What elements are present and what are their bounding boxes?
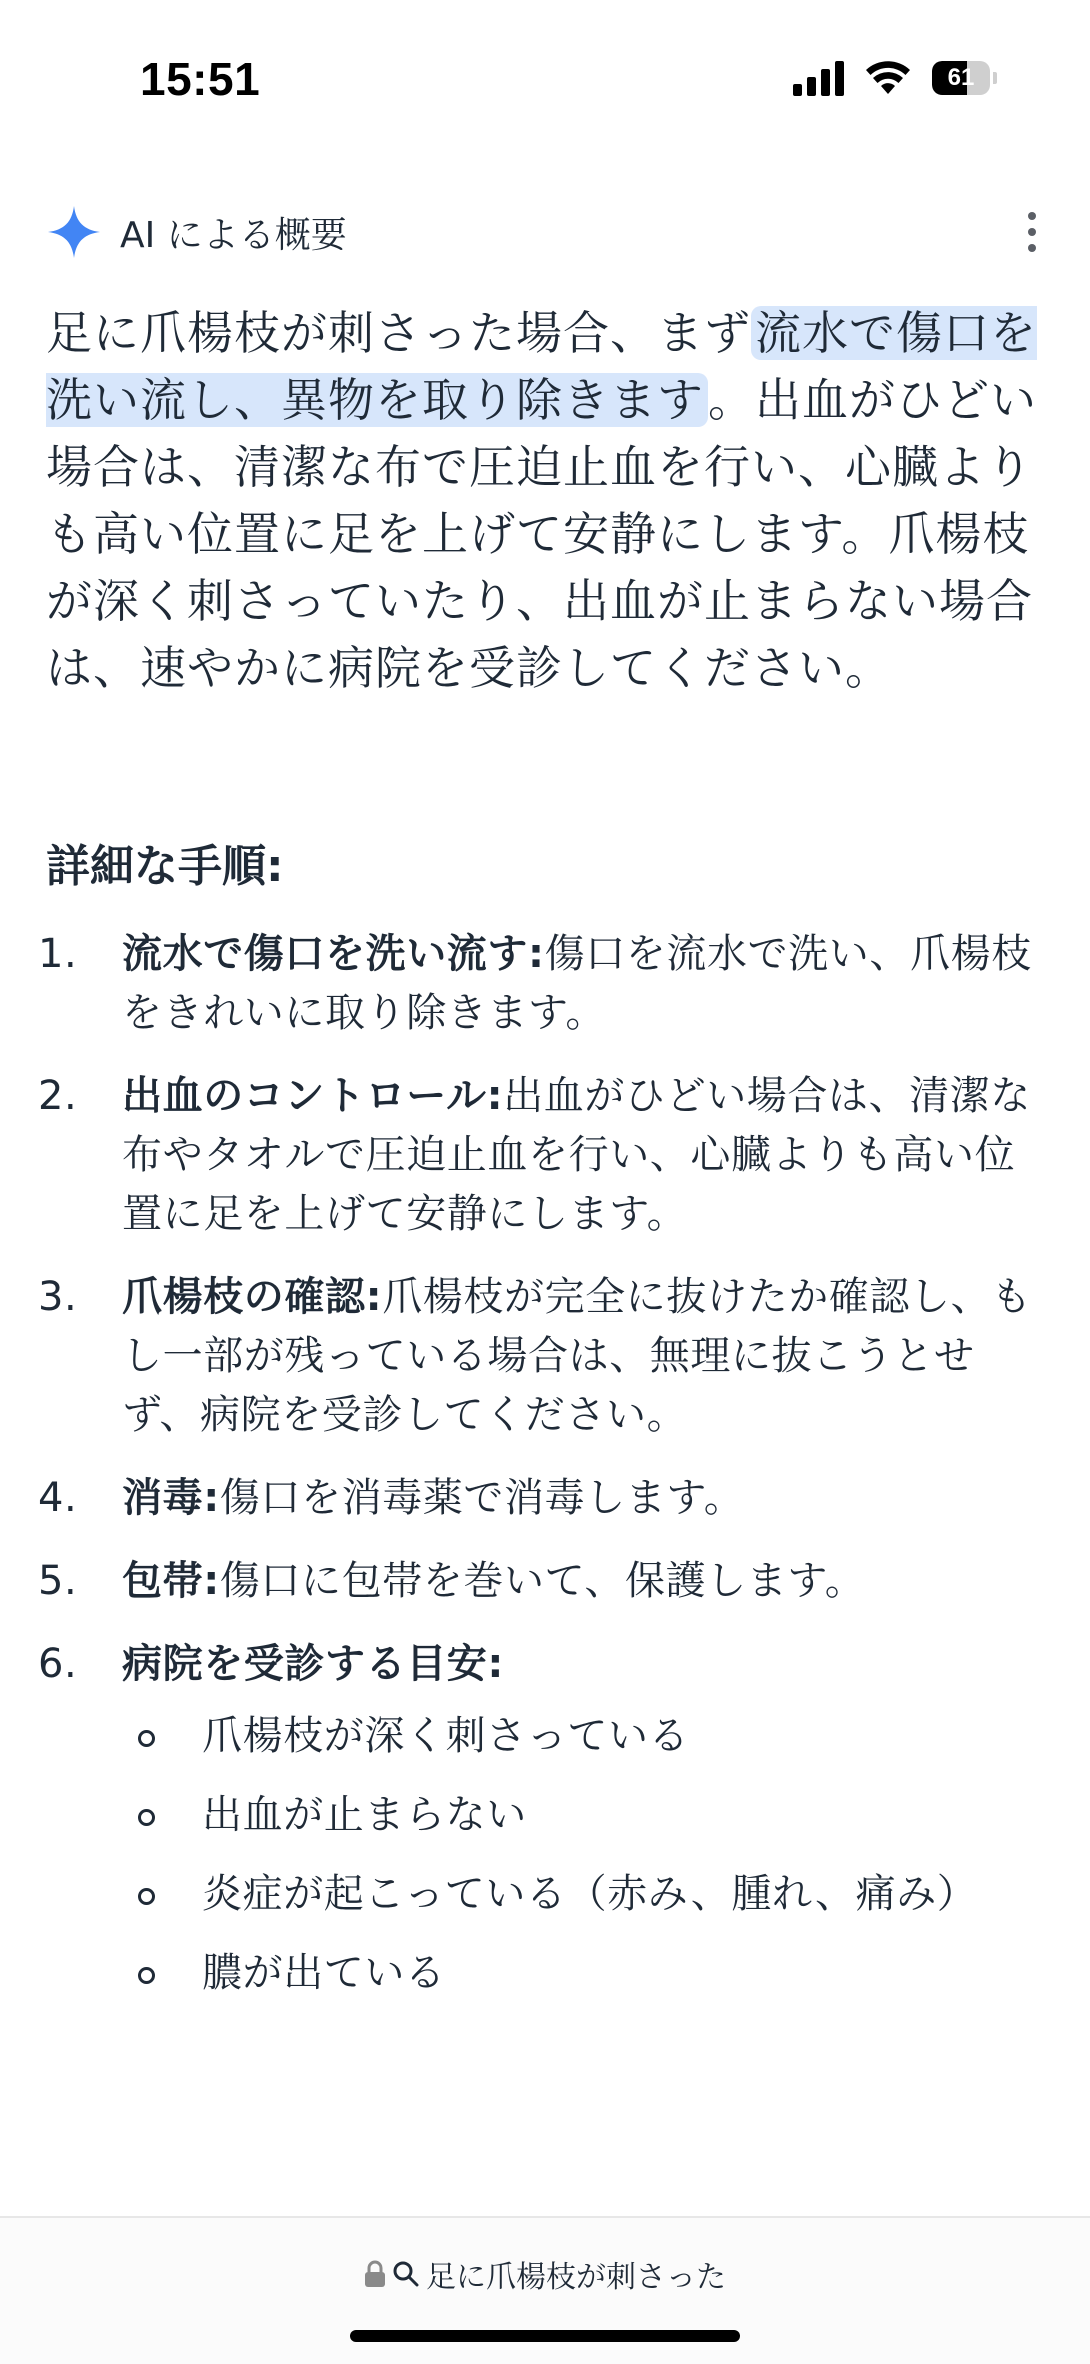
step-item: [0, 1067, 1090, 1244]
list-item: [122, 1787, 1046, 1844]
status-icons: [793, 60, 998, 96]
summary-text-before: 足に爪楊枝が刺さった場合、まず: [46, 306, 751, 360]
step-number: 2.: [38, 1073, 78, 1119]
browser-address-bar: [0, 2216, 1090, 2364]
step-item: [0, 1635, 1090, 2002]
step-title: 消毒:: [122, 1475, 220, 1521]
step-text: 出血がひどい場合は、清潔な布やタオルで圧迫止血を行い、心臓よりも高い位置に足を上げて安静にします。: [122, 1073, 1032, 1237]
step-number: 6.: [38, 1641, 78, 1687]
address-text: 足に爪楊枝が刺さった: [426, 2260, 726, 2295]
step-text: 爪楊枝が完全に抜けたか確認し、もし一部が残っている場合は、無理に抜こうとせず、病院を受診してください。: [122, 1274, 1032, 1438]
status-time: 15:51: [140, 53, 261, 105]
step-title: 流水で傷口を洗い流す:: [122, 931, 545, 977]
lock-icon: [364, 2260, 386, 2288]
details-heading: 詳細な手順:: [46, 841, 284, 892]
step-item: [0, 925, 1090, 1043]
hollow-bullet-icon: [138, 1888, 155, 1905]
step-text: 傷口に包帯を巻いて、保護します。: [219, 1558, 866, 1604]
step-number: 1.: [38, 931, 78, 977]
battery-icon: [932, 61, 998, 95]
criteria-text: 爪楊枝が深く刺さっている: [202, 1713, 690, 1759]
home-indicator[interactable]: [350, 2330, 740, 2342]
step-text: 傷口を流水で洗い、爪楊枝をきれいに取り除きます。: [122, 931, 1032, 1036]
list-item: [122, 1866, 1046, 1923]
step-text: 傷口を消毒薬で消毒します。: [219, 1475, 745, 1521]
step-title: 病院を受診する目安:: [122, 1641, 504, 1687]
step-title: 包帯:: [122, 1558, 220, 1604]
hospital-criteria-list: [122, 1708, 1046, 2002]
criteria-text: 出血が止まらない: [202, 1792, 527, 1838]
address-field[interactable]: [0, 2252, 1090, 2296]
criteria-text: 膿が出ている: [202, 1950, 446, 1996]
signal-bars-icon: [793, 60, 844, 96]
steps-list: [0, 925, 1090, 2026]
list-item: [122, 1708, 1046, 1765]
step-item: [0, 1552, 1090, 1611]
hollow-bullet-icon: [138, 1809, 155, 1826]
search-icon: [392, 2260, 420, 2288]
more-dot-icon: [1028, 212, 1036, 220]
sparkle-icon: [46, 204, 102, 260]
more-dot-icon: [1028, 244, 1036, 252]
list-item: [122, 1945, 1046, 2002]
step-number: 3.: [38, 1274, 78, 1320]
battery-level: 61: [947, 64, 975, 91]
criteria-text: 炎症が起こっている（赤み、腫れ、痛み）: [202, 1871, 978, 1917]
step-title: 爪楊枝の確認:: [122, 1274, 383, 1320]
summary-text-after: 。出血がひどい場合は、清潔な布で圧迫止血を行い、心臓よりも高い位置に足を上げて安静にします。爪楊枝が深く刺さっていたり、出血が止まらない場合は、速やかに病院を受診してください。: [46, 373, 1037, 695]
step-item: [0, 1268, 1090, 1445]
step-number: 5.: [38, 1558, 78, 1604]
more-options-button[interactable]: [1020, 208, 1044, 256]
status-bar: [0, 0, 1090, 150]
summary-highlight[interactable]: 流水で傷口を洗い流し、異物を取り除きます: [46, 306, 1037, 427]
ai-overview-title: AI による概要: [120, 214, 347, 256]
ai-overview-header: [46, 200, 1044, 264]
ai-summary: [46, 300, 1046, 702]
step-number: 4.: [38, 1475, 78, 1521]
step-item: [0, 1469, 1090, 1528]
hollow-bullet-icon: [138, 1967, 155, 1984]
step-title: 出血のコントロール:: [122, 1073, 504, 1119]
more-dot-icon: [1028, 228, 1036, 236]
wifi-icon: [864, 60, 912, 96]
hollow-bullet-icon: [138, 1730, 155, 1747]
